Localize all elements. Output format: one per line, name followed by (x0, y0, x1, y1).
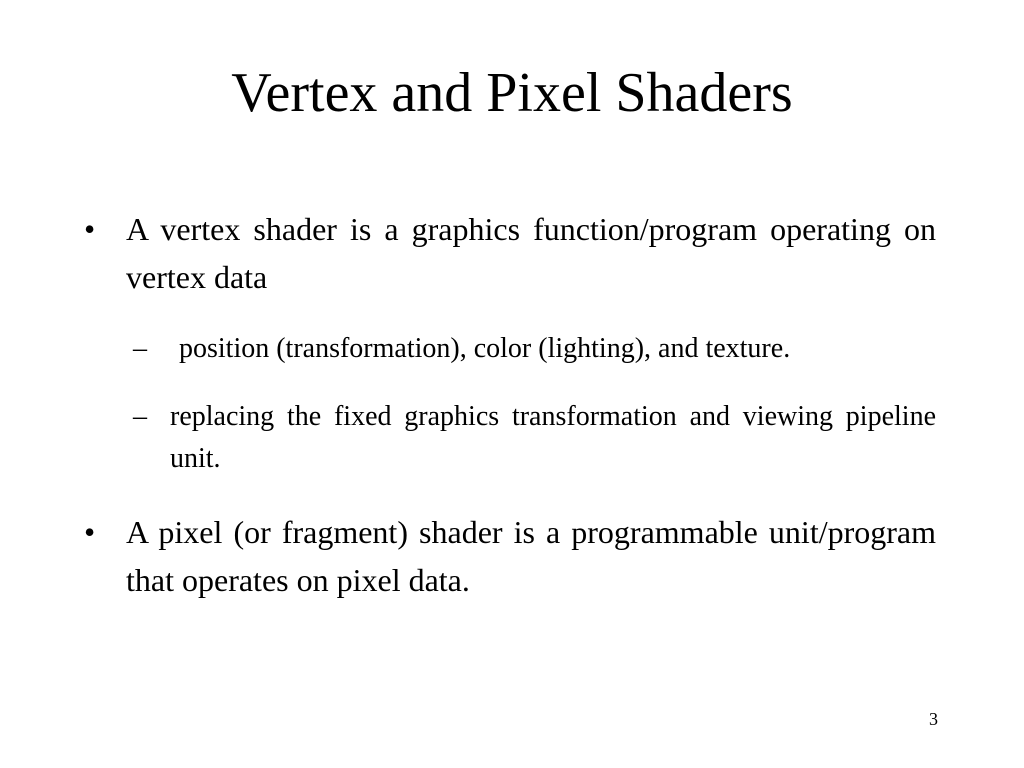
slide-title: Vertex and Pixel Shaders (231, 62, 793, 124)
subitem-position-color-texture (133, 328, 936, 370)
dash-mark: – (133, 333, 147, 364)
subitem-text: position (transformation), color (lighting), and texture. (179, 333, 791, 364)
bullet-mark: • (84, 211, 96, 247)
bullet-item-pixel-shader (84, 508, 936, 604)
bullet-text: A vertex shader is a graphics function/program operating on vertex data (126, 211, 936, 295)
bullet-text: A pixel (or fragment) shader is a programmable unit/program that operates on pixel data. (126, 514, 936, 598)
dash-mark: – (133, 401, 147, 432)
bullet-mark: • (84, 514, 96, 550)
page-number: 3 (929, 709, 938, 729)
bullet-item-vertex-shader (84, 205, 936, 301)
subitem-text: replacing the fixed graphics transformation and viewing pipeline unit. (170, 401, 936, 474)
subitem-replacing-pipeline (133, 396, 936, 480)
